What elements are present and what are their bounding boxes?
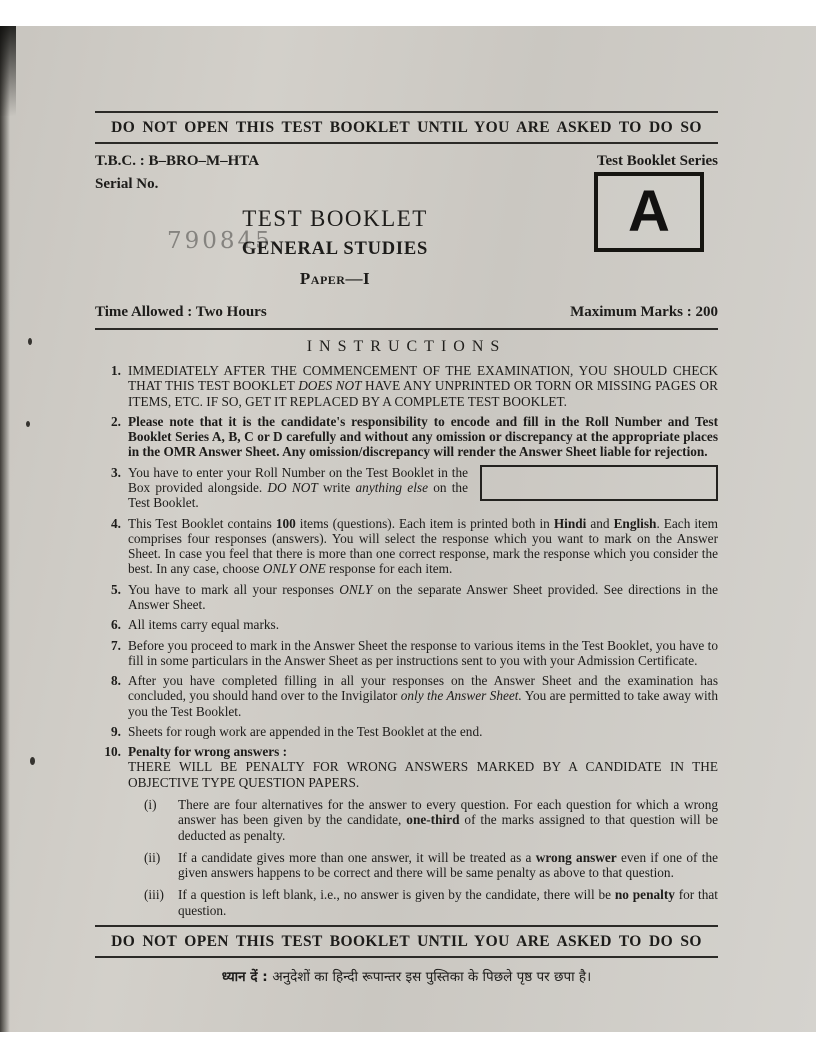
item-number: 7. <box>111 637 121 653</box>
penalty-sub-item-ii <box>144 850 718 881</box>
series-letter-box <box>594 172 704 252</box>
time-marks-row <box>95 304 718 321</box>
item-number: 8. <box>111 673 121 689</box>
item-text: IMMEDIATELY AFTER THE COMMENCEMENT OF THE EXAMINATION, YOU SHOULD CHECK THAT THIS TEST BOOKLET DOES NOT HAVE ANY UNPRINTED OR TORN OR MISSING PAGES OR ITEMS, ETC. IF SO, GET IT REPLACED BY A COMPLETE TEST BOOKLET. <box>128 363 718 409</box>
serial-no-label: Serial No. <box>95 176 159 192</box>
horizontal-rule <box>95 956 718 958</box>
item-number: 4. <box>111 515 121 531</box>
scanned-page <box>0 26 816 1032</box>
instruction-item-5 <box>95 582 718 613</box>
sub-item-label: (ii) <box>144 849 161 865</box>
do-not-open-banner-bottom: DO NOT OPEN THIS TEST BOOKLET UNTIL YOU ARE ASKED TO DO SO <box>111 933 702 950</box>
item-text: This Test Booklet contains 100 items (questions). Each item is printed both in Hindi and English. Each item comprises four responses (answers). You will select the response which you want to mark on the Answer Sheet. In case you feel that there is more than one correct response, mark the response which you consider the best. In any case, choose ONLY ONE response for each item. <box>128 515 718 577</box>
scan-speck <box>30 757 35 765</box>
penalty-text: Penalty for wrong answers : THERE WILL BE PENALTY FOR WRONG ANSWERS MARKED BY A CANDIDATE IN THE OBJECTIVE TYPE QUESTION PAPERS. <box>128 744 718 790</box>
instruction-item-9 <box>95 724 718 739</box>
penalty-sub-item-iii <box>144 887 718 918</box>
time-allowed: Time Allowed : Two Hours <box>95 304 267 320</box>
instruction-item-2 <box>95 414 718 460</box>
roll-number-box <box>480 465 718 501</box>
item-number: 3. <box>111 464 121 480</box>
test-booklet-series-label: Test Booklet Series <box>596 153 718 169</box>
item-number: 9. <box>111 723 121 739</box>
item-number: 5. <box>111 581 121 597</box>
subject-title: GENERAL STUDIES <box>241 239 429 259</box>
sub-item-text: If a question is left blank, i.e., no answer is given by the candidate, there will be no penalty for that question. <box>178 887 718 918</box>
item-text: Before you proceed to mark in the Answer Sheet the response to various items in the Test Booklet, you have to fill in some particulars in the Answer Sheet as per instructions sent to you with your Admission Certificate. <box>128 637 718 668</box>
horizontal-rule <box>95 142 718 144</box>
scan-speck <box>26 421 30 427</box>
instruction-item-8 <box>95 673 718 719</box>
item-text: Please note that it is the candidate's responsibility to encode and fill in the Roll Number and Test Booklet Series A, B, C or D carefully and without any omission or discrepancy at the appropriate places in the OMR Answer Sheet. Any omission/discrepancy will render the Answer Sheet liable for rejection. <box>128 413 718 460</box>
title-area <box>95 170 718 302</box>
sub-item-label: (i) <box>144 797 157 813</box>
item-text: You have to mark all your responses ONLY on the separate Answer Sheet provided. See directions in the Answer Sheet. <box>128 581 719 612</box>
item-number: 10. <box>104 744 121 760</box>
hindi-note: ध्यान दें : अनुदेशों का हिन्दी रूपान्तर इस पुस्तिका के पिछले पृष्ठ पर छपा है। <box>221 969 592 985</box>
page-edge-shadow <box>0 26 10 1032</box>
booklet-title: TEST BOOKLET <box>242 206 428 231</box>
penalty-sub-item-i <box>144 797 718 843</box>
instruction-item-3 <box>95 465 718 511</box>
scan-speck <box>28 338 32 345</box>
item-text: Sheets for rough work are appended in the Test Booklet at the end. <box>128 723 483 739</box>
instruction-item-7 <box>95 638 718 669</box>
booklet-titles <box>95 170 575 289</box>
item-text <box>128 465 718 511</box>
item-number: 2. <box>111 413 121 429</box>
instructions-heading: INSTRUCTIONS <box>306 338 507 355</box>
item-number: 6. <box>111 617 121 633</box>
tbc-code: T.B.C. : B–BRO–M–HTA <box>95 153 260 169</box>
tbc-row <box>95 153 718 170</box>
series-letter: A <box>628 179 670 244</box>
instructions-list <box>95 363 718 918</box>
page-corner-shadow <box>0 26 16 116</box>
horizontal-rule <box>95 328 718 330</box>
sub-item-text: If a candidate gives more than one answer, it will be treated as a wrong answer even if one of the given answers happens to be correct and there will be same penalty as above to that question. <box>178 849 718 881</box>
paper-number: Paper—I <box>299 269 371 288</box>
sub-item-text: There are four alternatives for the answer to every question. For each question for which a wrong answer has been given by the candidate, one-third of the marks assigned to that question will be deducted as penalty. <box>178 797 718 843</box>
item-text: All items carry equal marks. <box>128 617 280 633</box>
instruction-item-10 <box>95 744 718 918</box>
item-text-inline: You have to enter your Roll Number on the Test Booklet in the Box provided alongside. DO NOT write anything else on the Test Booklet. <box>128 464 468 511</box>
sub-item-label: (iii) <box>144 887 164 903</box>
maximum-marks: Maximum Marks : 200 <box>570 304 718 320</box>
item-text <box>128 744 718 918</box>
item-text: After you have completed filling in all your responses on the Answer Sheet and the examination has concluded, you should hand over to the Invigilator only the Answer Sheet. You are permitted to take away with you the Test Booklet. <box>128 673 718 719</box>
do-not-open-banner-top: DO NOT OPEN THIS TEST BOOKLET UNTIL YOU ARE ASKED TO DO SO <box>111 119 702 136</box>
instruction-item-4 <box>95 516 718 577</box>
instruction-item-6 <box>95 617 718 632</box>
instruction-item-1 <box>95 363 718 409</box>
item-number: 1. <box>111 363 121 378</box>
serial-number-stamp: 790845 <box>167 228 273 254</box>
